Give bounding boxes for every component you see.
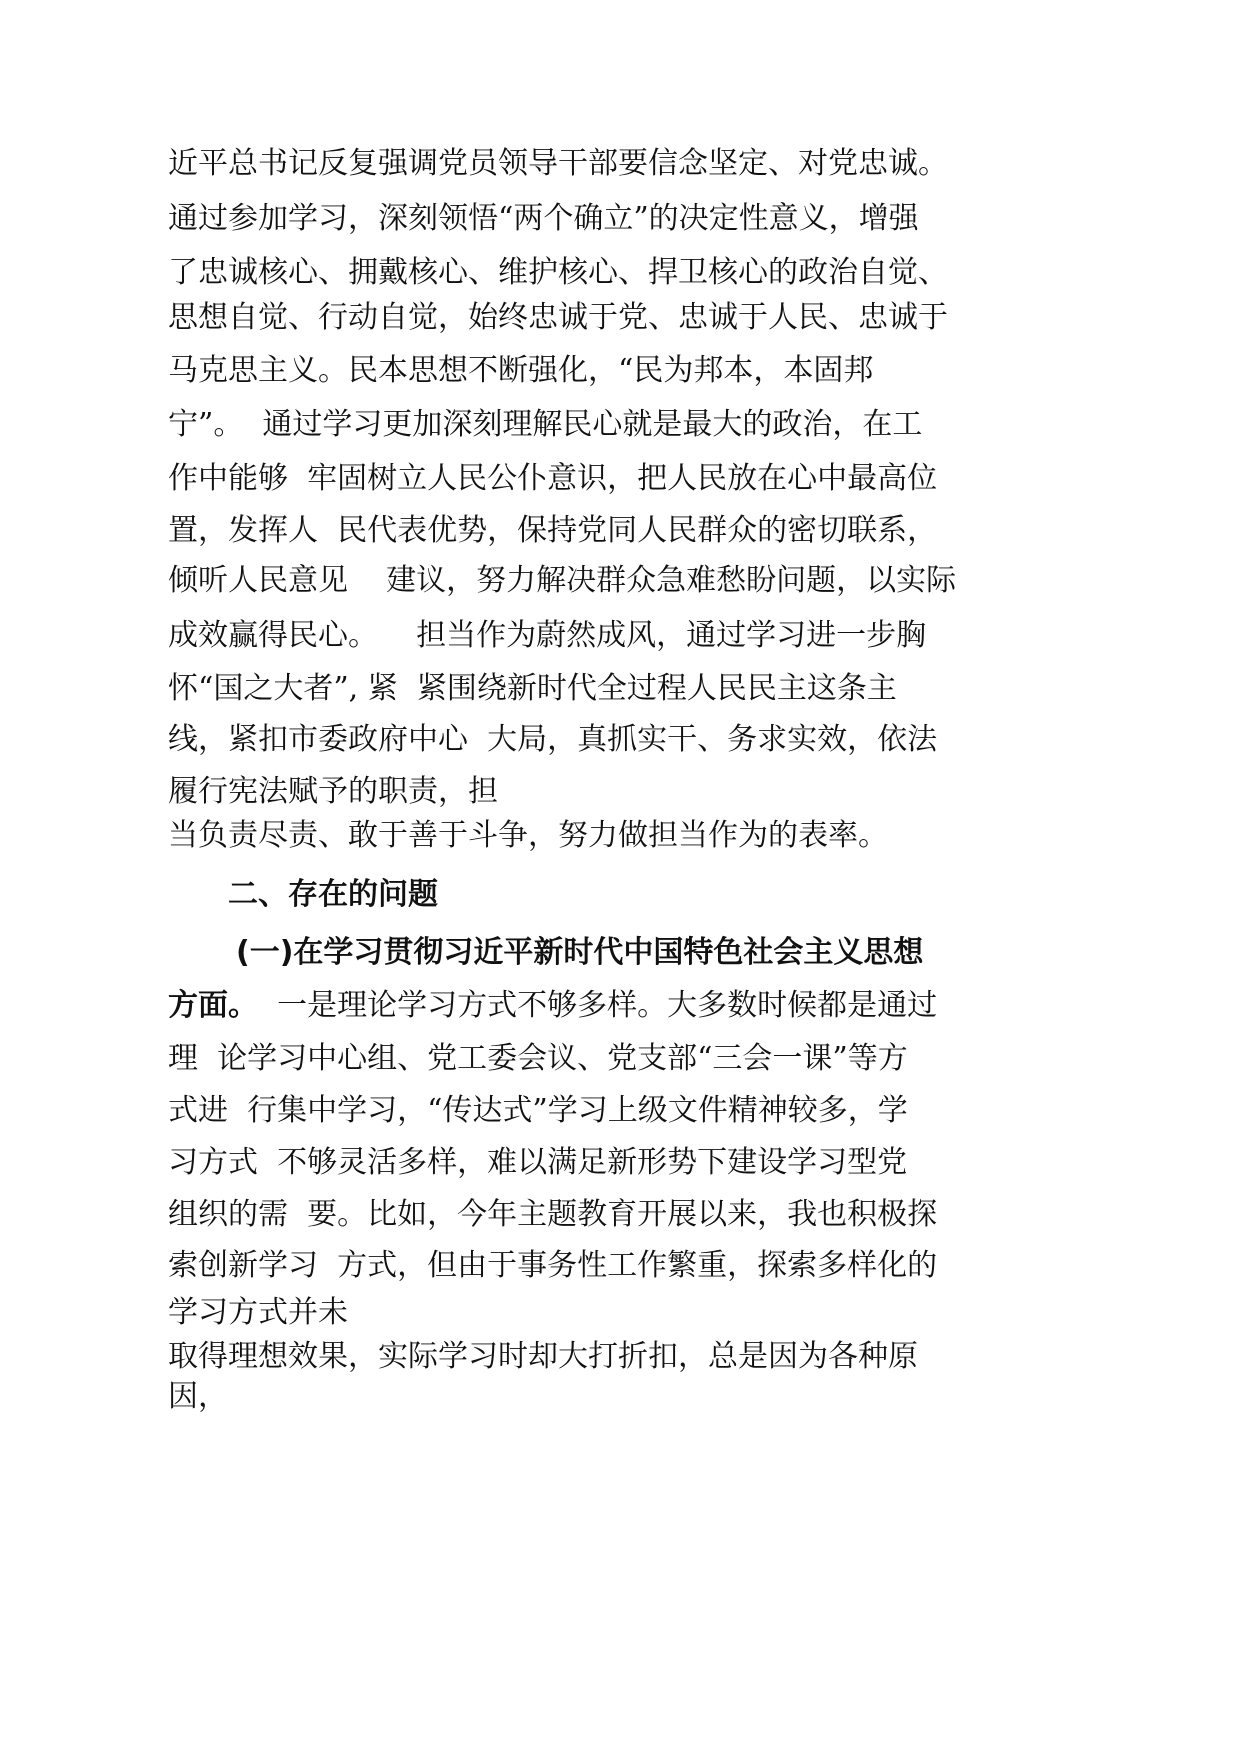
- body-text-line: 式进 行集中学习，“传达式”学习上级文件精神较多，学: [168, 1093, 908, 1128]
- subsection-heading: (一)在学习贯彻习近平新时代中国特色社会主义思想: [236, 935, 924, 970]
- body-text-line: 马克思主义。民本思想不断强化，“民为邦本，本固邦: [168, 353, 874, 388]
- body-text-line: 线，紧扣市委政府中心 大局，真抓实干、务求实效，依法: [168, 722, 938, 757]
- subsection-first-line-text: 一是理论学习方式不够多样。大多数时候都是通过: [258, 988, 938, 1023]
- body-text-line: 索创新学习 方式，但由于事务性工作繁重，探索多样化的: [168, 1248, 938, 1283]
- body-text-line: 置，发挥人 民代表优势，保持党同人民群众的密切联系，: [168, 513, 938, 548]
- body-text-line: 成效赢得民心。 担当作为蔚然成风，通过学习进一步胸: [168, 618, 927, 653]
- section-heading: 二、存在的问题: [228, 877, 438, 912]
- body-text-line: 近平总书记反复强调党员领导干部要信念坚定、对党忠诚。: [168, 146, 948, 181]
- body-text-line: 思想自觉、行动自觉，始终忠诚于党、忠诚于人民、忠诚于: [168, 300, 948, 335]
- body-text-line: 组织的需 要。比如，今年主题教育开展以来，我也积极探: [168, 1197, 938, 1232]
- subsection-first-line: [168, 986, 937, 1026]
- body-text-line: 倾听人民意见 建议，努力解决群众急难愁盼问题，以实际: [168, 563, 957, 598]
- body-text-line: 了忠诚核心、拥戴核心、维护核心、捍卫核心的政治自觉、: [168, 255, 948, 290]
- body-text-line: 怀“国之大者”, 紧 紧围绕新时代全过程人民民主这条主: [168, 671, 897, 706]
- body-text-line: 因，: [168, 1379, 228, 1414]
- body-text-line: 履行宪法赋予的职责，担: [168, 774, 498, 809]
- body-text-line: 当负责尽责、敢于善于斗争，努力做担当作为的表率。: [168, 818, 888, 853]
- subsection-heading-end: 方面。: [168, 988, 258, 1023]
- body-text-line: 习方式 不够灵活多样，难以满足新形势下建设学习型党: [168, 1145, 908, 1180]
- body-text-line: 理 论学习中心组、党工委会议、党支部“三会一课”等方: [168, 1041, 908, 1076]
- body-text-line: 通过参加学习，深刻领悟“两个确立”的决定性意义，增强: [168, 201, 919, 236]
- body-text-line: 宁”。 通过学习更加深刻理解民心就是最大的政治，在工: [168, 407, 923, 442]
- body-text-line: 取得理想效果，实际学习时却大打折扣，总是因为各种原: [168, 1339, 918, 1374]
- body-text-line: 学习方式并未: [168, 1295, 348, 1330]
- body-text-line: 作中能够 牢固树立人民公仆意识，把人民放在心中最高位: [168, 461, 938, 496]
